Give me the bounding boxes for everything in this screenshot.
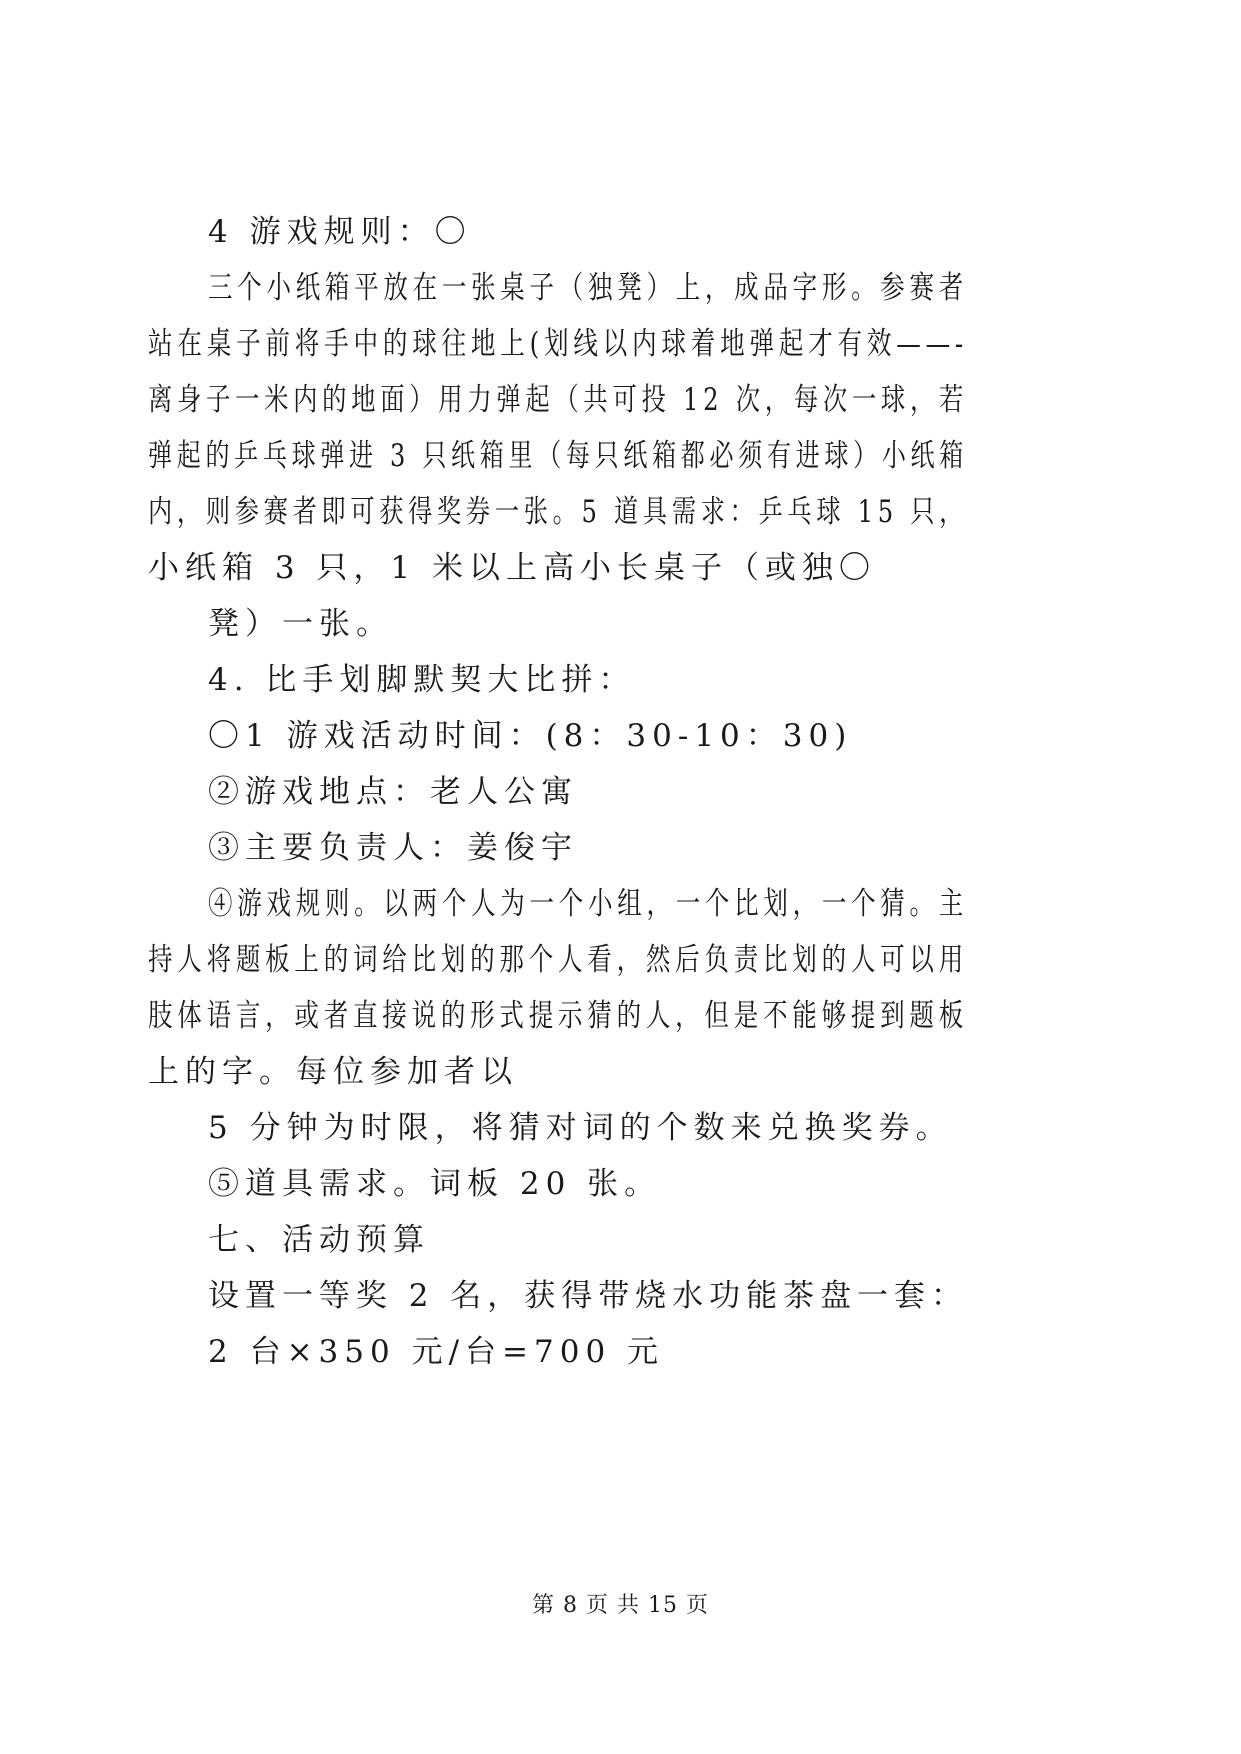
text-line: 凳）一张。 xyxy=(208,606,393,642)
text-line: 离身子一米内的地面）用力弹起（共可投 12 次，每次一球，若 xyxy=(148,382,968,418)
text-line: 弹起的乒乓球弹进 3 只纸箱里（每只纸箱都必须有进球）小纸箱 xyxy=(148,438,968,474)
text-line: 肢体语言，或者直接说的形式提示猜的人，但是不能够提到题板 xyxy=(148,998,968,1034)
text-line: 设置一等奖 2 名，获得带烧水功能茶盘一套： xyxy=(208,1278,968,1314)
text-line: ⑤道具需求。词板 20 张。 xyxy=(208,1166,662,1202)
text-line: ③主要负责人：姜俊宇 xyxy=(208,830,578,866)
text-line: 5 分钟为时限，将猜对词的个数来兑换奖券。 xyxy=(208,1110,953,1146)
text-line: 站在桌子前将手中的球往地上(划线以内球着地弹起才有效——- xyxy=(148,326,968,362)
text-line: 4. 比手划脚默契大比拼： xyxy=(208,662,636,698)
page-footer: 第 8 页 共 15 页 xyxy=(532,1593,709,1618)
text-line: 内，则参赛者即可获得奖券一张。5 道具需求：乒乓球 15 只， xyxy=(148,494,968,530)
text-line: ②游戏地点：老人公寓 xyxy=(208,774,578,810)
text-line: 七、活动预算 xyxy=(208,1222,430,1258)
text-line: 三个小纸箱平放在一张桌子（独凳）上，成品字形。参赛者 xyxy=(208,270,968,306)
text-line: 4 游戏规则：〇 xyxy=(208,214,472,250)
text-line: 上的字。每位参加者以 xyxy=(148,1054,518,1090)
text-line: 〇1 游戏活动时间：(8：30-10：30) xyxy=(208,718,853,754)
text-line: ④游戏规则。以两个人为一个小组，一个比划，一个猜。主 xyxy=(208,886,968,922)
text-line: 持人将题板上的词给比划的那个人看，然后负责比划的人可以用 xyxy=(148,942,968,978)
text-line: 小纸箱 3 只，1 米以上高小长桌子（或独〇 xyxy=(148,550,877,586)
text-line: 2 台×350 元/台=700 元 xyxy=(208,1334,665,1370)
